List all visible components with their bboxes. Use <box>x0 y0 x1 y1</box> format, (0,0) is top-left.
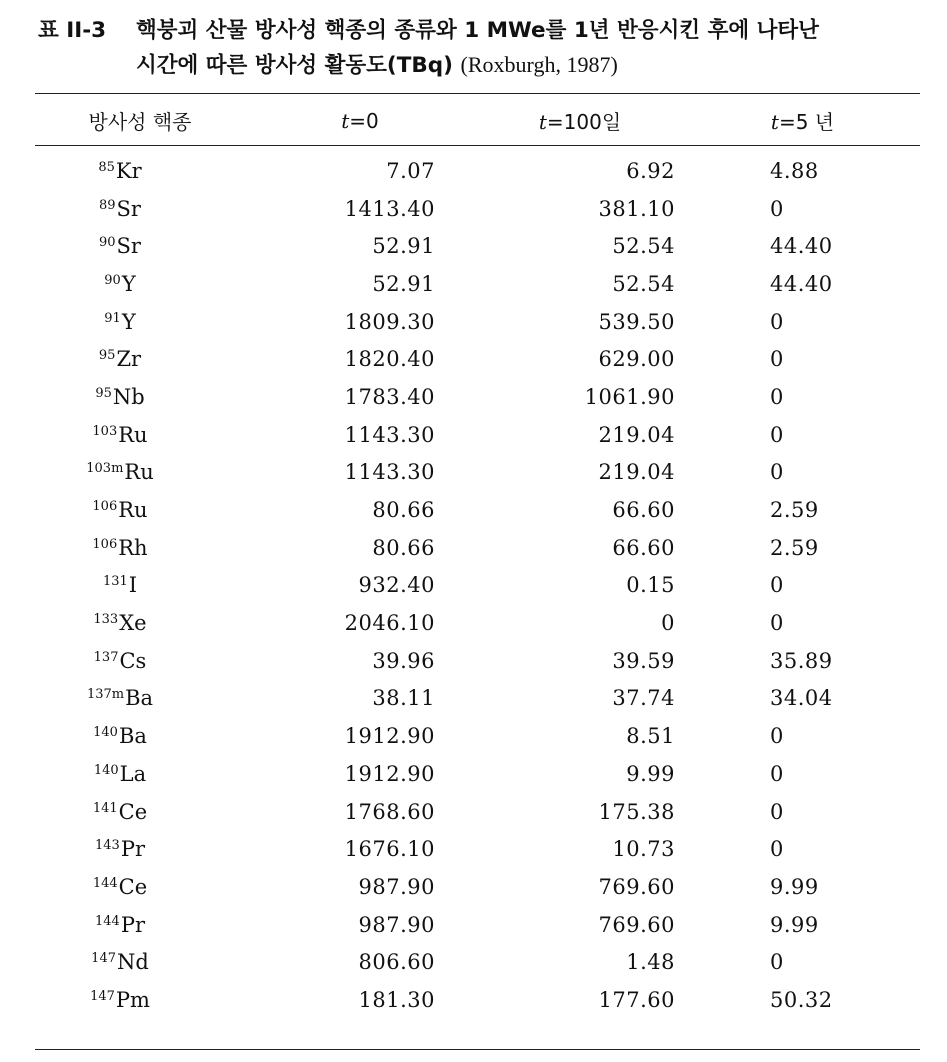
element-symbol: Pm <box>115 987 150 1012</box>
activity-t0: 1413.40 <box>344 196 435 221</box>
mass-number: 89 <box>99 197 116 213</box>
mass-number: 90 <box>104 272 121 288</box>
element-symbol: Kr <box>115 158 142 183</box>
mass-number: 140 <box>93 725 118 741</box>
activity-t0: 1768.60 <box>344 799 435 824</box>
element-symbol: Y <box>121 271 136 296</box>
activity-t0: 1676.10 <box>344 837 435 862</box>
mass-number: 95 <box>98 348 116 364</box>
mass-number: 91 <box>104 310 121 326</box>
mass-number: 144 <box>92 875 118 891</box>
nuclide-cell <box>35 943 245 981</box>
activity-t0: 987.90 <box>358 874 435 899</box>
table-row <box>35 830 920 868</box>
nuclide-cell <box>35 144 245 190</box>
activity-t0: 1820.40 <box>344 347 435 372</box>
table-body <box>35 144 920 1019</box>
nuclide-cell <box>35 755 245 793</box>
activity-t0: 1143.30 <box>344 460 435 485</box>
table-row <box>35 529 920 567</box>
element-symbol: Ce <box>118 874 148 899</box>
table-row <box>35 793 920 831</box>
table-row <box>35 868 920 906</box>
mass-number: 106 <box>92 536 118 552</box>
activity-t5y: 0 <box>770 384 784 409</box>
mass-number: 131 <box>102 574 128 590</box>
activity-t0: 52.91 <box>372 271 435 296</box>
mass-number: 90 <box>99 235 116 251</box>
table-row <box>35 943 920 981</box>
activity-t5y: 0 <box>770 837 784 862</box>
activity-t5y: 44.40 <box>770 234 833 259</box>
caption-title-1: 핵붕괴 산물 방사성 핵종의 종류와 1 MWe를 1년 반응시킨 후에 나타난 <box>136 18 819 43</box>
table-row <box>35 567 920 605</box>
activity-t100d: 175.38 <box>598 799 675 824</box>
activity-t100d: 0 <box>661 611 675 636</box>
activity-t100d: 769.60 <box>598 874 675 899</box>
activity-t5y: 4.88 <box>770 158 819 183</box>
activity-t100d: 10.73 <box>612 837 675 862</box>
element-symbol: Nb <box>112 384 145 409</box>
mass-number: 147 <box>91 951 116 967</box>
mass-number: 103m <box>86 461 124 477</box>
table-number: 표 II-3 <box>38 18 107 43</box>
table-row <box>35 303 920 341</box>
nuclide-cell <box>35 190 245 228</box>
mass-number: 137 <box>93 649 119 665</box>
activity-t5y: 44.40 <box>770 271 833 296</box>
activity-t5y: 0 <box>770 611 784 636</box>
mass-number: 140 <box>93 762 119 778</box>
activity-t100d: 219.04 <box>598 422 675 447</box>
mass-number: 141 <box>92 800 118 816</box>
table-caption <box>38 14 938 83</box>
header-row <box>35 97 920 144</box>
element-symbol: Pr <box>120 912 145 937</box>
table-row <box>35 144 920 190</box>
activity-t5y: 0 <box>770 460 784 485</box>
activity-t0: 932.40 <box>358 573 435 598</box>
activity-t0: 1912.90 <box>344 724 435 749</box>
activity-t5y: 50.32 <box>770 987 833 1012</box>
activity-t5y: 34.04 <box>770 686 833 711</box>
activity-t5y: 2.59 <box>770 498 819 523</box>
mass-number: 144 <box>95 913 120 929</box>
nuclide-cell <box>35 868 245 906</box>
element-symbol: Ba <box>125 686 154 711</box>
table-row <box>35 190 920 228</box>
element-symbol: Sr <box>116 196 141 221</box>
activity-t0: 7.07 <box>386 158 435 183</box>
header-t100-rest: =100일 <box>546 110 622 134</box>
activity-t100d: 219.04 <box>598 460 675 485</box>
mass-number: 147 <box>90 988 115 1004</box>
activity-t5y: 2.59 <box>770 535 819 560</box>
activity-t5y: 0 <box>770 724 784 749</box>
table-row <box>35 416 920 454</box>
activity-t100d: 177.60 <box>598 987 675 1012</box>
activity-t100d: 8.51 <box>626 724 675 749</box>
header-nuclide: 방사성 핵종 <box>88 110 192 134</box>
activity-t0: 806.60 <box>358 950 435 975</box>
table-row <box>35 604 920 642</box>
element-symbol: I <box>128 573 138 598</box>
header-t0 <box>245 97 475 144</box>
table-row <box>35 717 920 755</box>
activity-t5y: 0 <box>770 196 784 221</box>
header-t100-var: t <box>538 110 547 134</box>
element-symbol: Sr <box>116 234 141 259</box>
table-row <box>35 340 920 378</box>
mass-number: 143 <box>95 838 120 854</box>
activity-t5y: 9.99 <box>770 874 819 899</box>
activity-t100d: 629.00 <box>598 347 675 372</box>
activity-t100d: 0.15 <box>626 573 675 598</box>
activity-t100d: 381.10 <box>598 196 675 221</box>
activity-t100d: 52.54 <box>612 271 675 296</box>
nuclide-cell <box>35 227 245 265</box>
activity-t0: 52.91 <box>372 234 435 259</box>
nuclide-cell <box>35 717 245 755</box>
activity-t0: 39.96 <box>372 648 435 673</box>
nuclide-cell <box>35 680 245 718</box>
radioactivity-table <box>35 97 920 1019</box>
activity-t0: 38.11 <box>372 686 435 711</box>
header-t0-rest: =0 <box>349 108 379 133</box>
element-symbol: Ru <box>124 460 154 485</box>
table-row <box>35 755 920 793</box>
caption-line-1 <box>38 14 938 48</box>
mass-number: 133 <box>93 612 119 628</box>
element-symbol: Ru <box>118 498 148 523</box>
element-symbol: Ba <box>118 724 147 749</box>
activity-t100d: 66.60 <box>612 498 675 523</box>
header-t5y-rest: =5 년 <box>778 110 835 134</box>
activity-t0: 181.30 <box>358 987 435 1012</box>
activity-t100d: 6.92 <box>626 158 675 183</box>
nuclide-cell <box>35 981 245 1019</box>
top-rule <box>35 93 920 94</box>
element-symbol: Rh <box>118 535 148 560</box>
table-row <box>35 680 920 718</box>
activity-t100d: 769.60 <box>598 912 675 937</box>
mass-number: 103 <box>92 423 118 439</box>
mass-number: 137m <box>86 687 125 703</box>
nuclide-cell <box>35 416 245 454</box>
bottom-rule <box>35 1049 920 1050</box>
table-row <box>35 265 920 303</box>
activity-t100d: 1.48 <box>626 950 675 975</box>
element-symbol: Y <box>121 309 136 334</box>
activity-t5y: 0 <box>770 422 784 447</box>
nuclide-cell <box>35 491 245 529</box>
header-t5y-var: t <box>770 110 779 134</box>
nuclide-cell <box>35 265 245 303</box>
header-t100 <box>475 97 685 144</box>
element-symbol: Zr <box>116 347 142 372</box>
activity-t5y: 0 <box>770 309 784 334</box>
nuclide-cell <box>35 830 245 868</box>
activity-t0: 1143.30 <box>344 422 435 447</box>
mass-number: 95 <box>95 385 112 401</box>
activity-t0: 80.66 <box>372 498 435 523</box>
activity-t5y: 0 <box>770 799 784 824</box>
element-symbol: Ru <box>118 422 148 447</box>
activity-t0: 1809.30 <box>344 309 435 334</box>
nuclide-cell <box>35 340 245 378</box>
element-symbol: Cs <box>119 648 147 673</box>
element-symbol: Pr <box>120 837 145 862</box>
mass-number: 85 <box>98 159 115 175</box>
nuclide-cell <box>35 793 245 831</box>
activity-t0: 987.90 <box>358 912 435 937</box>
nuclide-cell <box>35 529 245 567</box>
caption-line-2 <box>38 48 938 83</box>
activity-t100d: 539.50 <box>598 309 675 334</box>
activity-t5y: 35.89 <box>770 648 833 673</box>
table-row <box>35 378 920 416</box>
activity-t100d: 1061.90 <box>584 384 675 409</box>
activity-t100d: 66.60 <box>612 535 675 560</box>
activity-t0: 1912.90 <box>344 761 435 786</box>
activity-t0: 80.66 <box>372 535 435 560</box>
table-row <box>35 906 920 944</box>
activity-t5y: 0 <box>770 347 784 372</box>
activity-t5y: 0 <box>770 573 784 598</box>
table-row <box>35 491 920 529</box>
caption-title-2: 시간에 따른 방사성 활동도(TBq) <box>136 53 454 78</box>
element-symbol: Ce <box>118 799 148 824</box>
nuclide-cell <box>35 906 245 944</box>
nuclide-cell <box>35 378 245 416</box>
mass-number: 106 <box>92 499 118 515</box>
element-symbol: La <box>119 761 147 786</box>
nuclide-cell <box>35 604 245 642</box>
activity-t100d: 52.54 <box>612 234 675 259</box>
table-row <box>35 981 920 1019</box>
element-symbol: Nd <box>117 950 149 975</box>
element-symbol: Xe <box>119 611 147 636</box>
activity-t5y: 0 <box>770 761 784 786</box>
nuclide-cell <box>35 454 245 492</box>
activity-t100d: 9.99 <box>626 761 675 786</box>
nuclide-cell <box>35 642 245 680</box>
activity-t5y: 9.99 <box>770 912 819 937</box>
activity-t0: 2046.10 <box>344 611 435 636</box>
nuclide-cell <box>35 303 245 341</box>
activity-t100d: 39.59 <box>612 648 675 673</box>
header-t0-var: t <box>341 108 350 133</box>
table-row <box>35 227 920 265</box>
table-row <box>35 454 920 492</box>
activity-t100d: 37.74 <box>612 686 675 711</box>
nuclide-cell <box>35 567 245 605</box>
table-row <box>35 642 920 680</box>
caption-citation: (Roxburgh, 1987) <box>460 52 618 77</box>
activity-t5y: 0 <box>770 950 784 975</box>
header-t5y <box>685 97 920 144</box>
activity-t0: 1783.40 <box>344 384 435 409</box>
